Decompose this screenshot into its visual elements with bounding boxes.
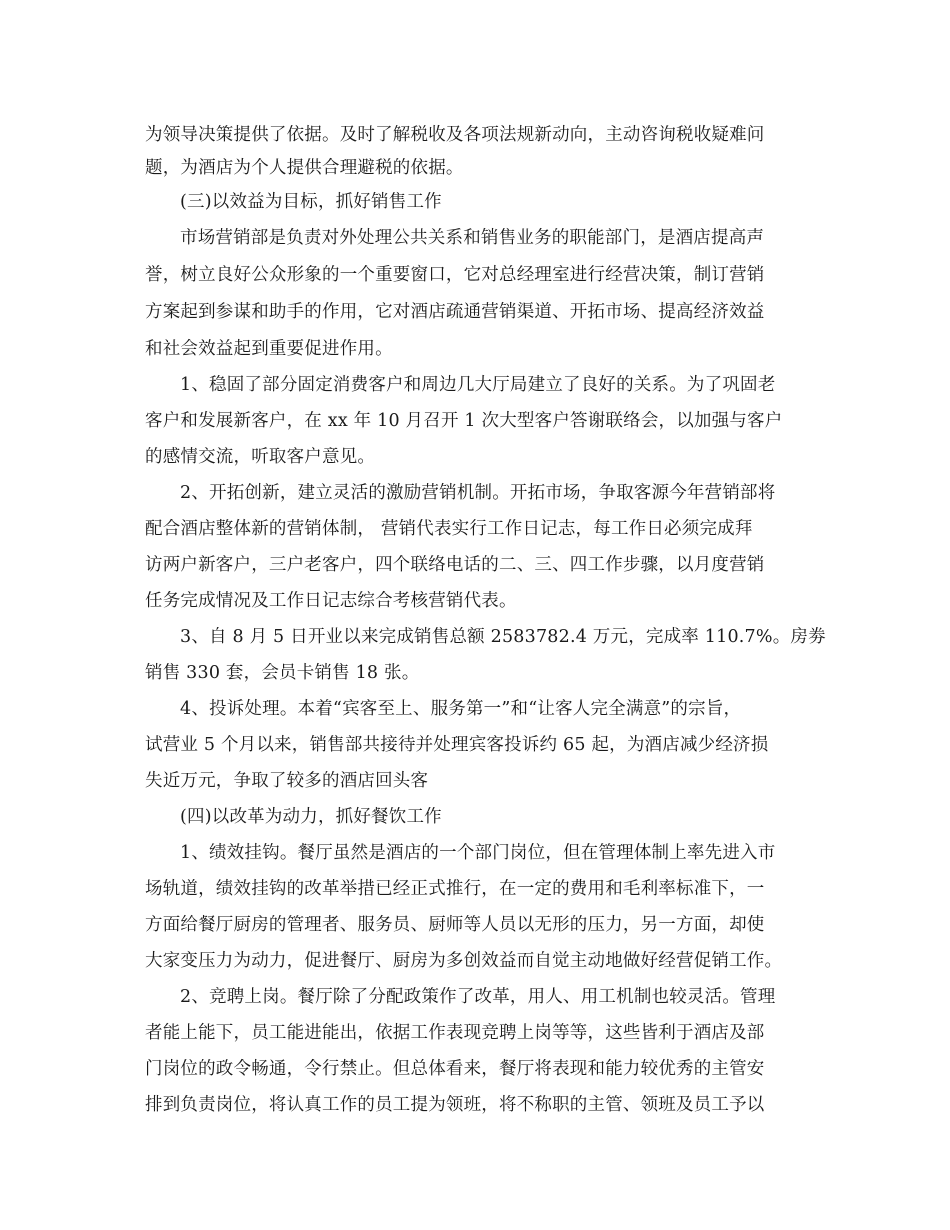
text-line-11: 2、开拓创新，建立灵活的激励营销机制。开拓市场，争取客源今年营销部将 [180,483,776,503]
text-line-18: 试营业 5 个月以来，销售部共接待并处理宾客投诉约 65 起，为酒店减少经济损 [145,735,769,755]
text-line-22: 场轨道，绩效挂钩的改革举措已经正式推行，在一定的费用和毛利率标准下，一 [145,879,765,899]
text-line-24: 大家变压力为动力，促进餐厅、厨房为多创效益而自觉主动地做好经营促销工作。 [145,951,783,971]
text-line-28: 排到负责岗位，将认真工作的员工提为领班，将不称职的主管、领班及员工予以 [145,1095,765,1115]
text-line-1: 为领导决策提供了依据。及时了解税收及各项法规新动向，主动咨询税收疑难问 [145,125,765,145]
text-line-23: 方面给餐厅厨房的管理者、服务员、厨师等人员以无形的压力，另一方面，却使 [145,915,765,935]
text-line-8: 1、稳固了部分固定消费客户和周边几大厅局建立了良好的关系。为了巩固老 [180,375,776,395]
text-line-13: 访两户新客户，三户老客户，四个联络电话的二、三、四工作步骤，以月度营销 [145,555,765,575]
text-line-14: 任务完成情况及工作日记志综合考核营销代表。 [145,591,517,611]
section-heading-20: (四)以改革为动力，抓好餐饮工作 [180,807,442,827]
text-line-27: 门岗位的政令畅通，令行禁止。但总体看来，餐厅将表现和能力较优秀的主管安 [145,1059,765,1079]
text-line-21: 1、绩效挂钩。餐厅虽然是酒店的一个部门岗位，但在管理体制上率先进入市 [180,843,776,863]
section-heading-3: (三)以效益为目标，抓好销售工作 [180,192,442,212]
text-line-7: 和社会效益起到重要促进作用。 [145,339,393,359]
text-line-5: 誉，树立良好公众形象的一个重要窗口，它对总经理室进行经营决策，制订营销 [145,265,765,285]
text-line-19: 失近万元，争取了较多的酒店回头客 [145,771,429,791]
text-line-17: 4、投诉处理。本着“宾客至上、服务第一”和“让客人完全满意”的宗旨， [180,699,742,719]
text-line-16: 销售 330 套，会员卡销售 18 张。 [145,663,420,683]
text-line-2: 题，为酒店为个人提供合理避税的依据。 [145,158,464,178]
text-line-4: 市场营销部是负责对外处理公共关系和销售业务的职能部门，是酒店提高声 [180,228,765,248]
text-line-9: 客户和发展新客户，在 xx 年 10 月召开 1 次大型客户答谢联络会，以加强与客户 [145,411,783,431]
text-line-12: 配合酒店整体新的营销体制， 营销代表实行工作日记志，每工作日必须完成拜 [145,519,753,539]
text-line-15: 3、自 8 月 5 日开业以来完成销售总额 2583782.4 万元，完成率 110.7%。房劵 [180,627,826,647]
text-line-26: 者能上能下，员工能进能出，依据工作表现竞聘上岗等等，这些皆利于酒店及部 [145,1023,765,1043]
text-line-25: 2、竞聘上岗。餐厅除了分配政策作了改革，用人、用工机制也较灵活。管理 [180,987,776,1007]
text-line-6: 方案起到参谋和助手的作用，它对酒店疏通营销渠道、开拓市场、提高经济效益 [145,302,765,322]
text-line-10: 的感情交流，听取客户意见。 [145,447,376,467]
